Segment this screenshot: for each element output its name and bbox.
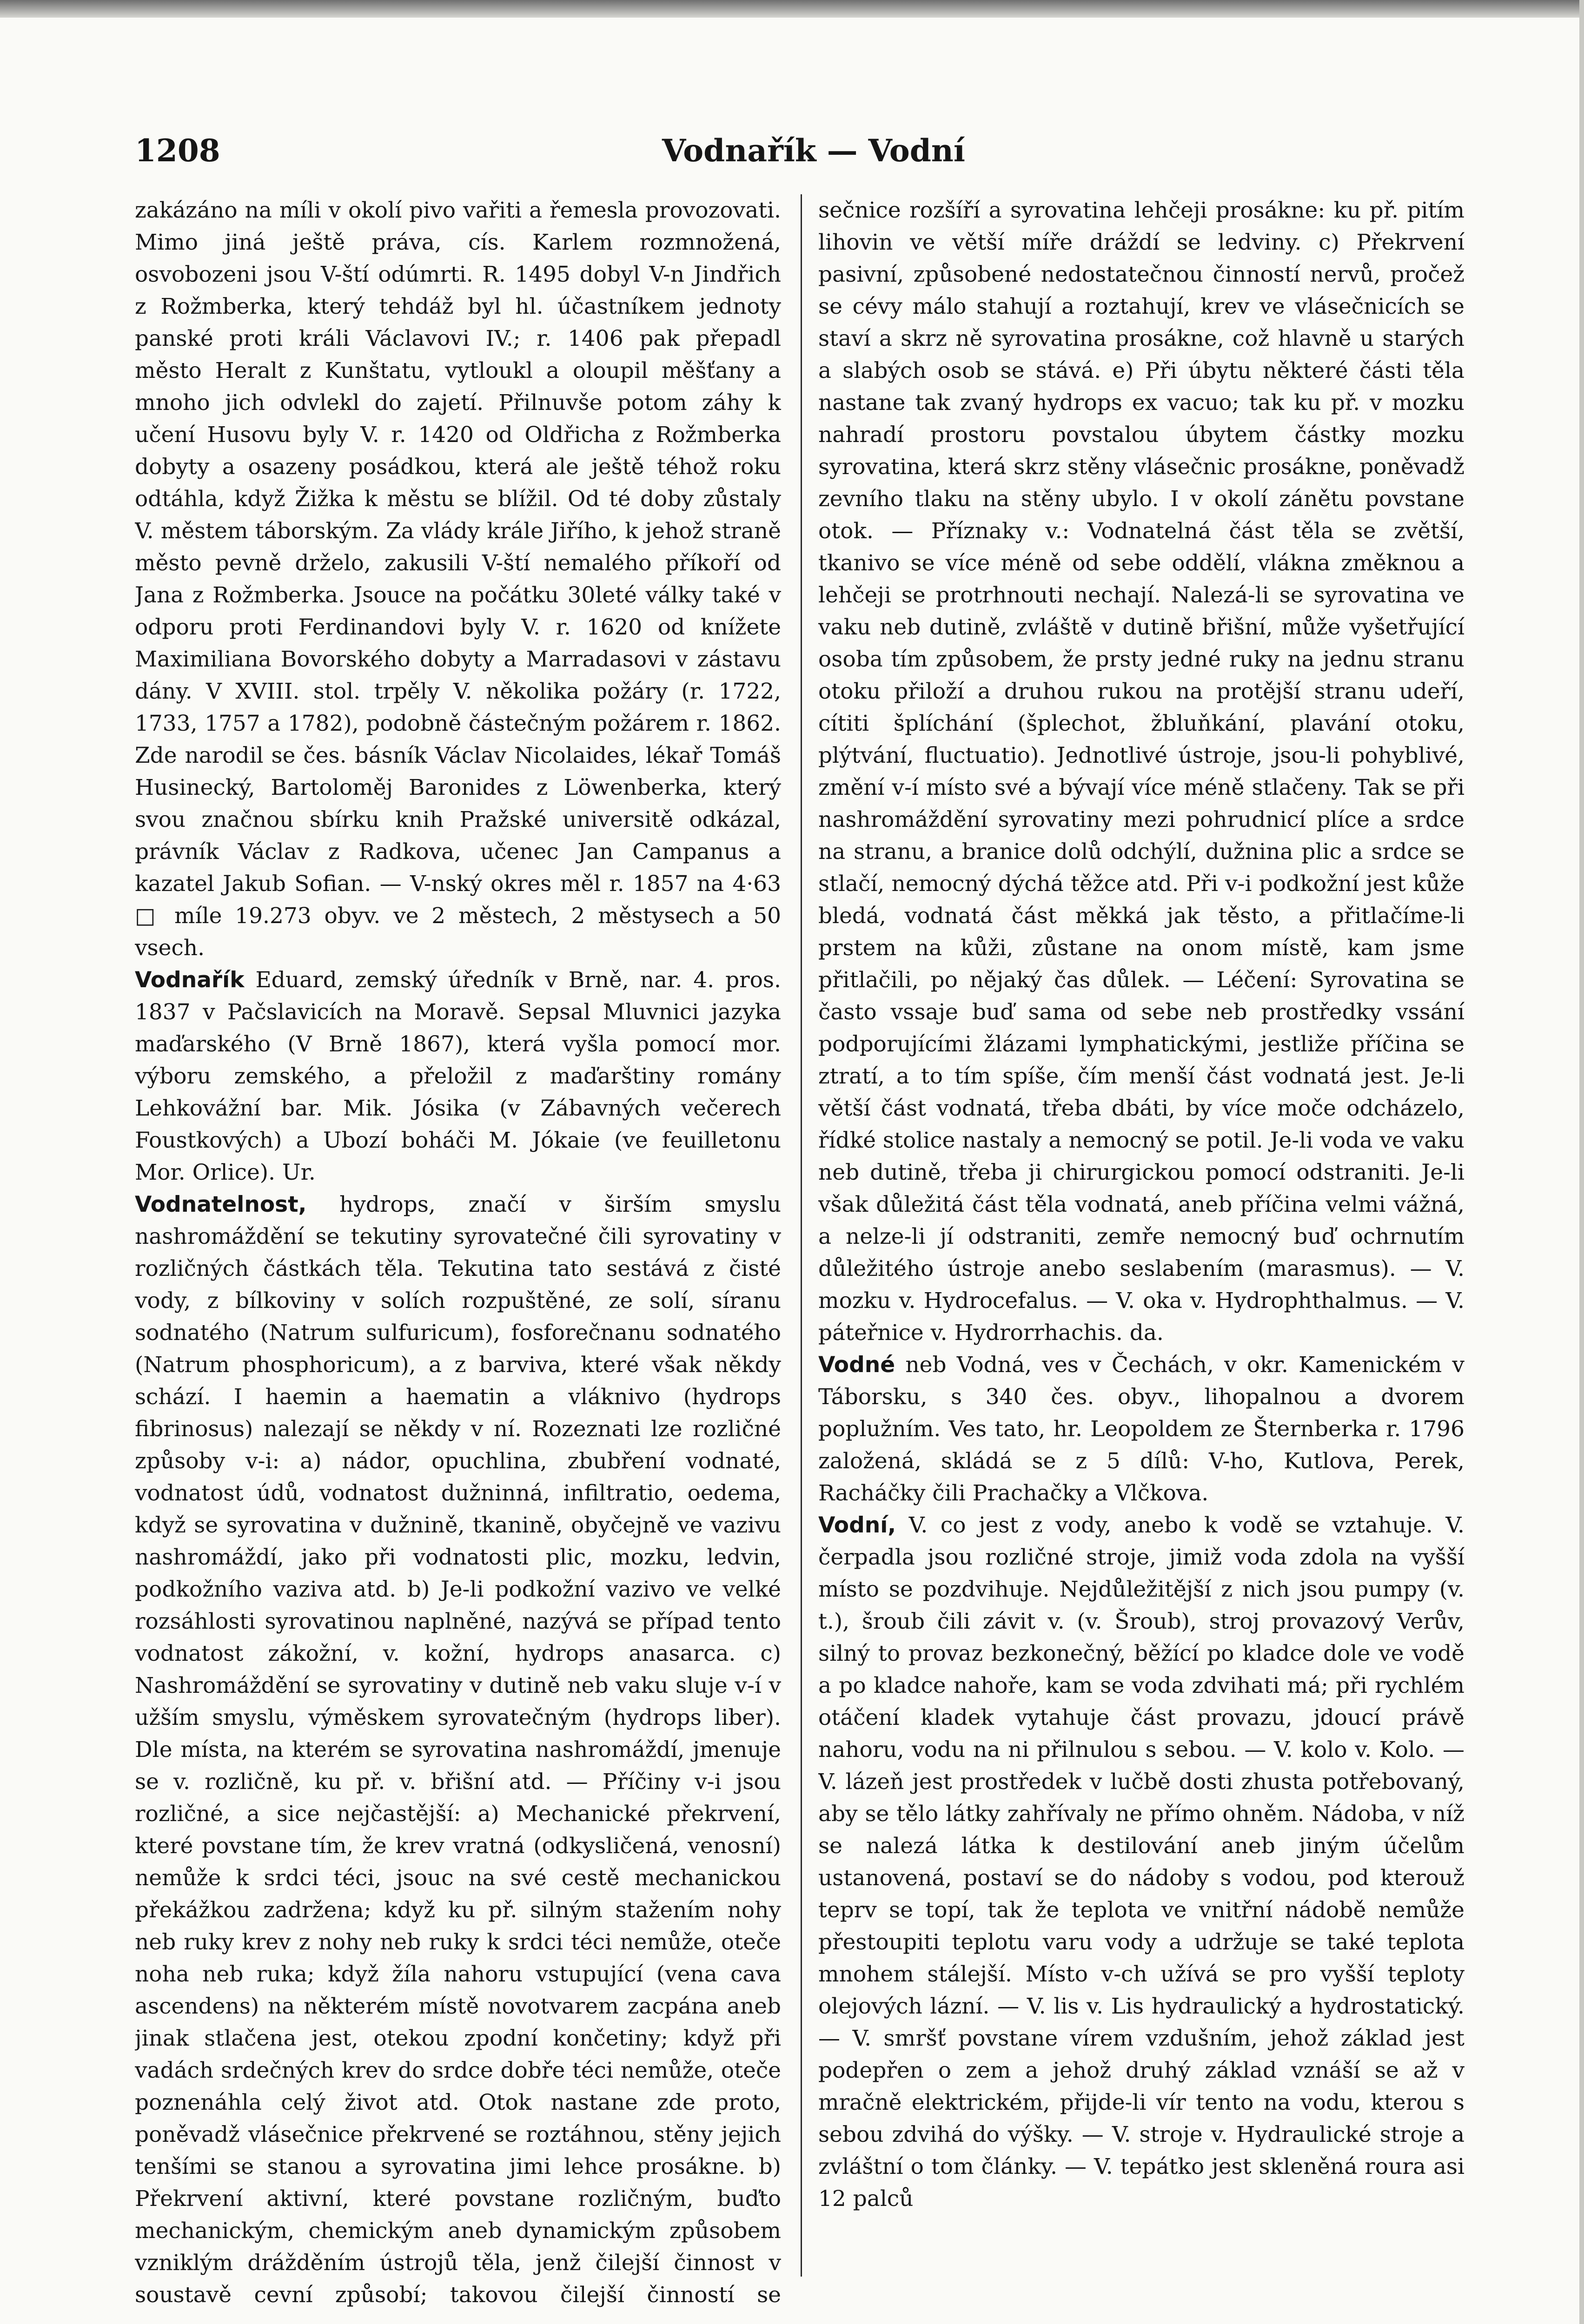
- paragraph-vodnatelnost-cont: sečnice rozšíří a syrovatina lehčeji prosákne: ku př. pitím lihovin ve větší míře dráždí se ledviny. c) Překrvení pasivní, způsobené nedostatečnou činností nervů, pročež se cévy málo stahují a roztahují, krev ve vlásečnicích se staví a skrz ně syrovatina prosákne, což hlavně u starých a slabých osob se stává. e) Při úbytu některé části těla nastane tak zvaný hydrops ex vacuo; tak ku př. v mozku nahradí prostoru povstalou úbytem částky mozku syrovatina, která skrz stěny vlásečnic prosákne, poněvadž zevního tlaku na stěny ubylo. I v okolí zánětu povstane otok. — Příznaky v.: Vodnatelná část těla se zvětší, tkanivo se více méně od sebe oddělí, vlákna změknou a lehčeji se protrhnouti nechají. Nalezá-li se syrovatina ve vaku neb dutině, zvláště v dutině břišní, může vyšetřující osoba tím způsobem, že prsty jedné ruky na jednu stranu otoku přiloží a druhou rukou na protější stranu udeří, cítiti šplíchání (šplechot, žbluňkání, plavání otoku, plýtvání, fluctuatio). Jednotlivé ústroje, jsou-li pohyblivé, změní v-í místo své a bývají více méně stlačeny. Tak se při nashromáždění syrovatiny mezi pohrudnicí plíce a srdce na stranu, a branice dolů odchýlí, dužnina plic a srdce se stlačí, nemocný dýchá těžce atd. Při v-i podkožní jest kůže bledá, vodnatá část měkká jak těsto, a přitlačíme-li prstem na kůži, zůstane na onom místě, kam jsme přitlačili, po nějaký čas důlek. — Léčení: Syrovatina se často vssaje buď sama od sebe neb prostředky vssání podporujícími žlázami lymphatickými, jestliže příčina se ztratí, a to tím spíše, čím menší část vodnatá jest. Je-li větší část vodnatá, třeba dbáti, by více moče odcházelo, řídké stolice nastaly a nemocný se potil. Je-li voda ve vaku neb dutině, třeba ji chirurgickou pomocí odstraniti. Je-li však důležitá část těla vodnatá, aneb příčina velmi vážná, a nelze-li jí odstraniti, zemře nemocný buď ochrnutím důležitého ústroje anebo seslabením (marasmus). — V. mozku v. Hydrocefalus. — V. oka v. Hydrophthalmus. — V. páteřnice v. Hydrorrhachis. da.: [818, 198, 1465, 1346]
- entry-vodni: [818, 1509, 1465, 2215]
- scan-top-edge: [0, 0, 1584, 18]
- paragraph-vodnany-history: zakázáno na míli v okolí pivo vařiti a řemesla provozovati. Mimo jiná ještě práva, cís. Karlem rozmnožená, osvobozeni jsou V-ští odúmrti. R. 1495 dobyl V-n Jindřich z Rožmberka, který tehdáž byl hl. účastníkem jednoty panské proti králi Václavovi IV.; r. 1406 pak přepadl město Heralt z Kunštatu, vytloukl a oloupil měšťany a mnoho jich odvlekl do zajetí. Přilnuvše potom záhy k učení Husovu byly V. r. 1420 od Oldřicha z Rožmberka dobyty a osazeny posádkou, která ale ještě téhož roku odtáhla, když Žižka k městu se blížil. Od té doby zůstaly V. městem táborským. Za vlády krále Jiřího, k jehož straně město pevně drželo, zakusili V-ští nemalého příkoří od Jana z Rožmberka. Jsouce na počátku 30leté války také v odporu proti Ferdinandovi byly V. r. 1620 od knížete Maximiliana Bovorského dobyty a Marradasovi v zástavu dány. V XVIII. stol. trpěly V. několika požáry (r. 1722, 1733, 1757 a 1782), podobně částečným požárem r. 1862. Zde narodil se čes. básník Václav Nicolaides, lékař Tomáš Husinecký, Bartoloměj Baronides z Löwenberka, který svou značnou sbírku knih Pražské universitě odkázal, právník Václav z Radkova, učenec Jan Campanus a kazatel Jakub Sofian. — V-nský okres měl r. 1857 na 4·63 □ míle 19.273 obyv. ve 2 městech, 2 městysech a 50 vsech.: [135, 198, 781, 961]
- entry-vodnatelnost: [135, 1188, 781, 2314]
- scan-right-edge: [1579, 0, 1584, 2324]
- entry-vodne: [818, 1349, 1465, 1509]
- entry-vodnarik: [135, 964, 781, 1188]
- entry-headword: Vodní,: [818, 1512, 896, 1538]
- entry-headword: Vodnatelnost,: [135, 1192, 307, 1217]
- page-header: [135, 132, 1492, 184]
- right-column: [818, 194, 1465, 2314]
- running-title: Vodnařík — Vodní: [662, 132, 965, 169]
- entry-body: Eduard, zemský úředník v Brně, nar. 4. pros. 1837 v Pačslavicích na Moravě. Sepsal Mluvnici jazyka maďarského (V Brně 1867), která vyšla pomocí mor. výboru zemského, a přeložil z maďarštiny romány Lehkovážní bar. Mik. Jósika (v Zábavných večerech Foustkových) a Ubozí boháči M. Jókaie (ve feuilletonu Mor. Orlice). Ur.: [135, 967, 781, 1185]
- column-divider: [801, 194, 802, 2277]
- left-column: [135, 194, 781, 2314]
- entry-headword: Vodné: [818, 1352, 895, 1378]
- entry-headword: Vodnařík: [135, 967, 245, 993]
- entry-body: hydrops, značí v širším smyslu nashromáždění se tekutiny syrovatečné čili syrovatiny v rozličných částkách těla. Tekutina tato sestává z čisté vody, z bílkoviny v solích rozpuštěné, ze solí, síranu sodnatého (Natrum sulfuricum), fosforečnanu sodnatého (Natrum phosphoricum), a z barviva, které však někdy schází. I haemin a haematin a vláknivo (hydrops fibrinosus) nalezají se někdy v ní. Rozeznati lze rozličné způsoby v-i: a) nádor, opuchlina, zbubření vodnaté, vodnatost údů, vodnatost dužninná, infiltratio, oedema, když se syrovatina v dužnině, tkanině, obyčejně ve vazivu nashromáždí, jako při vodnatosti plic, mozku, ledvin, podkožního vaziva atd. b) Je-li podkožní vazivo ve velké rozsáhlosti syrovatinou naplněné, nazývá se případ tento vodnatost zákožní, v. kožní, hydrops anasarca. c) Nashromáždění se syrovatiny v dutině neb vaku sluje v-í v užším smyslu, výměskem syrovatečným (hydrops liber). Dle místa, na kterém se syrovatina nashromáždí, jmenuje se v. rozličně, ku př. v. břišní atd. — Příčiny v-i jsou rozličné, a sice nejčastější: a) Mechanické překrvení, které povstane tím, že krev vratná (odkysličená, venosní) nemůže k srdci téci, jsouc na své cestě mechanickou překážkou zadržena; když ku př. silným stažením nohy neb ruky krev z nohy neb ruky k srdci téci nemůže, oteče noha neb ruka; když žíla nahoru vstupující (vena cava ascendens) na některém místě novotvarem zacpána aneb jinak stlačena jest, otekou zpodní končetiny; když při vadách srdečných krev do srdce dobře téci nemůže, oteče poznenáhla celý život atd. Otok nastane zde proto, poněvadž vlásečnice překrvené se roztáhnou, stěny jejich tenšími se stanou a syrovatina jimi lehce prosákne. b) Překrvení aktivní, které povstane rozličným, buďto mechanickým, chemickým aneb dynamickým způsobem vzniklým drážděním ústrojů těla, jenž čilejší činnost v soustavě cevní způsobí; takovou čilejší činností se: [135, 1192, 781, 2308]
- page-number: 1208: [135, 132, 220, 169]
- entry-body: V. co jest z vody, anebo k vodě se vztahuje. V. čerpadla jsou rozličné stroje, jimiž voda zdola na vyšší místo se pozdvihuje. Nejdůležitější z nich jsou pumpy (v. t.), šroub čili závit v. (v. Šroub), stroj provazový Verův, silný to provaz bezkonečný, běžící po kladce dole ve vodě a po kladce nahoře, kam se voda zdvihati má; při rychlém otáčení kladek vytahuje část provazu, jdoucí právě nahoru, vodu na ni přilnulou s sebou. — V. kolo v. Kolo. — V. lázeň jest prostředek v lučbě dosti zhusta potřebovaný, aby se tělo látky zahřívaly ne přímo ohněm. Nádoba, v níž se nalezá látka k destilování aneb jiným účelům ustanovená, postaví se do nádoby s vodou, pod kterouž teprv se topí, tak že teplota ve vnitřní nádobě nemůže přestoupiti teplotu varu vody a udržuje se také teplota mnohem stálejší. Místo v-ch užívá se pro vyšší teploty olejových lázní. — V. lis v. Lis hydraulický a hydrostatický. — V. smršť povstane vírem vzdušním, jehož základ jest podepřen o zem a jehož druhý základ vznáší se až v mračně elektrickém, přijde-li vír tento na vodu, kterou s sebou zdvihá do výšky. — V. stroje v. Hydraulické stroje a zvláštní o tom články. — V. tepátko jest skleněná roura asi 12 palců: [818, 1512, 1465, 2212]
- entry-body: neb Vodná, ves v Čechách, v okr. Kamenickém v Táborsku, s 340 čes. obyv., lihopalnou a dvorem poplužním. Ves tato, hr. Leopoldem ze Šternberka r. 1796 založená, skládá se z 5 dílů: V-ho, Kutlova, Perek, Racháčky čili Prachačky a Vlčkova.: [818, 1352, 1465, 1506]
